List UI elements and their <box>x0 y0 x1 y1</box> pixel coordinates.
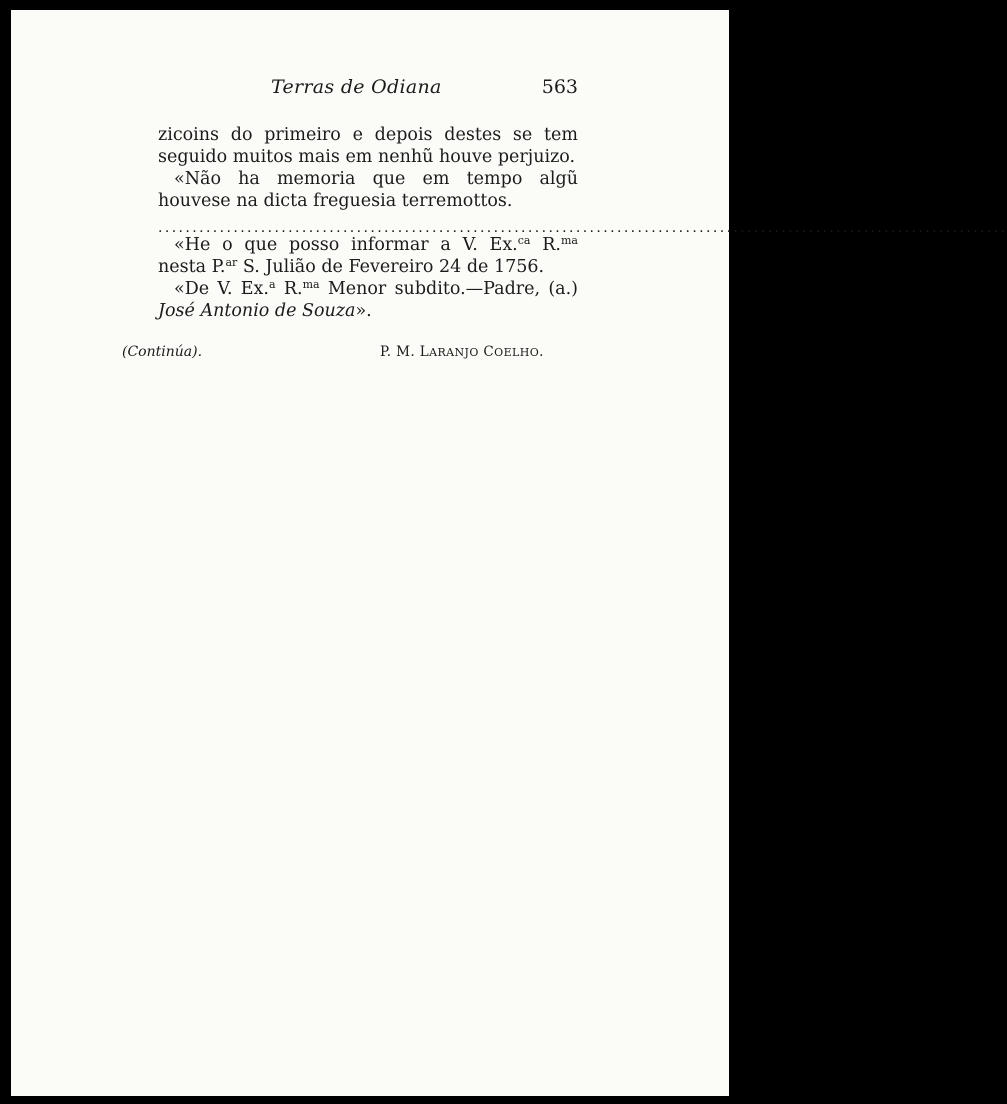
p3-superscript-2: ma <box>560 234 578 247</box>
paragraph-4 <box>158 278 578 322</box>
footer <box>122 344 578 364</box>
p4-text-c: Menor subdito.—Padre, (a.) <box>319 279 578 299</box>
paragraph-3 <box>158 234 578 278</box>
continua-note: (Continúa). <box>122 344 203 360</box>
p3-text-d: S. Julião de Fevereiro 24 de 1756. <box>237 257 545 277</box>
text-column <box>122 76 1007 364</box>
p3-text-b: R. <box>530 235 561 255</box>
author-mid: C <box>478 344 495 360</box>
p3-text-a: «He o que posso informar a V. Ex. <box>174 235 518 255</box>
author-signature <box>380 344 544 360</box>
p4-text-b: R. <box>275 279 303 299</box>
paragraph-2: «Não ha memoria que em tempo algũ houvese na dicta freguesia terremottos. <box>158 169 578 211</box>
p4-superscript-1: a <box>269 278 276 291</box>
p3-superscript-3: ar <box>225 256 238 269</box>
ellipsis-divider: ............................................................................................................................ <box>158 220 1007 236</box>
p4-text-a: «De V. Ex. <box>174 279 269 299</box>
p4-text-end: ». <box>355 301 372 321</box>
signatory-name: José Antonio de Souza <box>158 301 356 321</box>
author-small-caps-2: OELHO <box>494 346 540 359</box>
p4-superscript-2: ma <box>302 278 320 291</box>
p3-text-c: nesta P. <box>158 257 226 277</box>
author-small-caps-1: ARANJO <box>429 346 479 359</box>
running-head <box>158 76 578 104</box>
author-end: . <box>539 344 544 360</box>
body-text <box>158 124 1007 322</box>
author-prefix: P. M. L <box>380 344 430 360</box>
page-number: 563 <box>541 76 578 98</box>
p3-superscript-1: ca <box>517 234 531 247</box>
running-title: Terras de Odiana <box>271 76 442 98</box>
page <box>11 10 1007 1096</box>
paragraph-1: zicoins do primeiro e depois destes se tem seguido muitos mais em nenhũ houve perjuizo. <box>158 125 578 167</box>
